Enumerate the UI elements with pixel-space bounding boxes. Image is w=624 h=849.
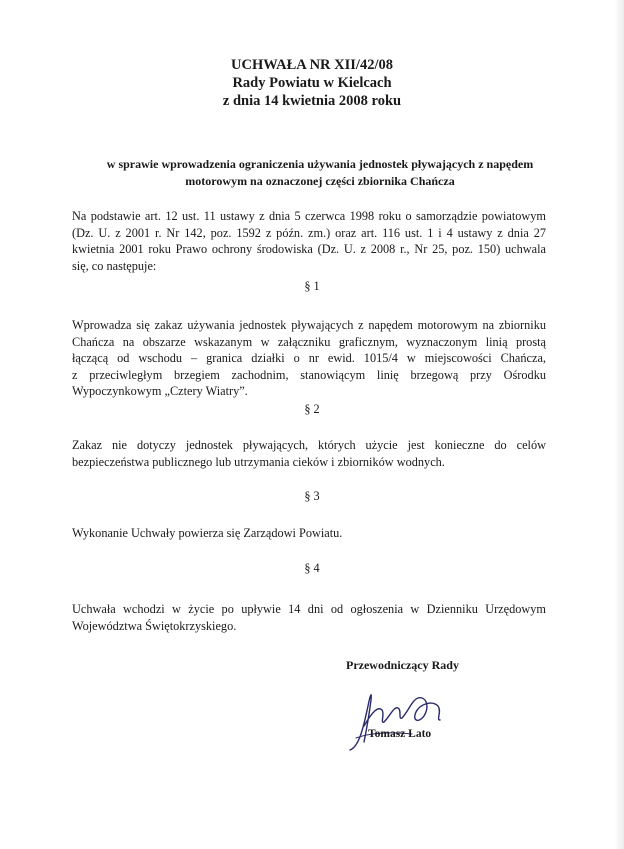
section-3-text — [72, 525, 546, 542]
section-line: Wypoczynkowym „Cztery Wiatry”. — [72, 384, 248, 398]
section-1-heading: § 1 — [304, 279, 320, 293]
preamble-line: Na podstawie art. 12 ust. 11 ustawy z dnia 5 czerwca 1998 roku o samorządzie powiatowym — [72, 209, 546, 223]
signatory-name: Tomasz Lato — [368, 728, 432, 740]
signatory-title: Przewodniczący Rady — [346, 658, 459, 672]
section-line: bezpieczeństwa publicznego lub utrzymania cieków i zbiorników wodnych. — [72, 454, 445, 469]
section-line: z przeciwległym brzegiem zachodnim, stanowiącym linię brzegową przy Ośrodku — [72, 367, 546, 382]
resolution-subject — [60, 156, 580, 190]
scan-edge-shadow — [614, 0, 624, 849]
preamble-paragraph — [72, 208, 546, 274]
subject-line: w sprawie wprowadzenia ograniczenia używania jednostek pływających z napędem — [106, 157, 534, 171]
section-3-heading: § 3 — [304, 489, 320, 503]
council-name: Rady Powiatu w Kielcach — [232, 75, 392, 91]
section-line: Wykonanie Uchwały powierza się Zarządowi Powiatu. — [72, 526, 343, 540]
section-2-text — [72, 437, 546, 470]
subject-line: motorowym na oznaczonej części zbiornika Chańcza — [185, 174, 455, 188]
section-line: Wprowadza się zakaz używania jednostek pływających z napędem motorowym na zbiorniku — [72, 318, 546, 332]
section-4-heading: § 4 — [304, 561, 320, 575]
preamble-line: kwietnia 2001 roku Prawo ochrony środowiska (Dz. U. z 2008 r., Nr 25, poz. 150) uchwala — [72, 242, 546, 256]
resolution-date: z dnia 14 kwietnia 2008 roku — [222, 93, 402, 109]
handwritten-signature — [342, 676, 452, 756]
section-line: Województwa Świętokrzyskiego. — [72, 618, 237, 633]
resolution-number: UCHWAŁA NR XII/42/08 — [231, 57, 393, 73]
section-1-text — [72, 317, 546, 400]
resolution-header — [0, 56, 624, 110]
preamble-line: się, co następuje: — [72, 258, 157, 273]
preamble-line: (Dz. U. z 2001 r. Nr 142, poz. 1592 z późn. zm.) oraz art. 116 ust. 1 i 4 ustawy z dnia 27 — [72, 225, 546, 240]
section-line: Uchwała wchodzi w życie po upływie 14 dni od ogłoszenia w Dzienniku Urzędowym — [72, 602, 546, 616]
section-4-text — [72, 601, 546, 634]
section-line: Zakaz nie dotyczy jednostek pływających, których użycie jest konieczne do celów — [72, 438, 546, 452]
section-line: Chańcza na obszarze wskazanym w załączniku graficznym, wyznaczonym linią prostą — [72, 334, 546, 349]
section-line: łączącą od wschodu – granica działki o nr ewid. 1015/4 w miejscowości Chańcza, — [72, 351, 546, 365]
section-2-heading: § 2 — [304, 402, 320, 416]
